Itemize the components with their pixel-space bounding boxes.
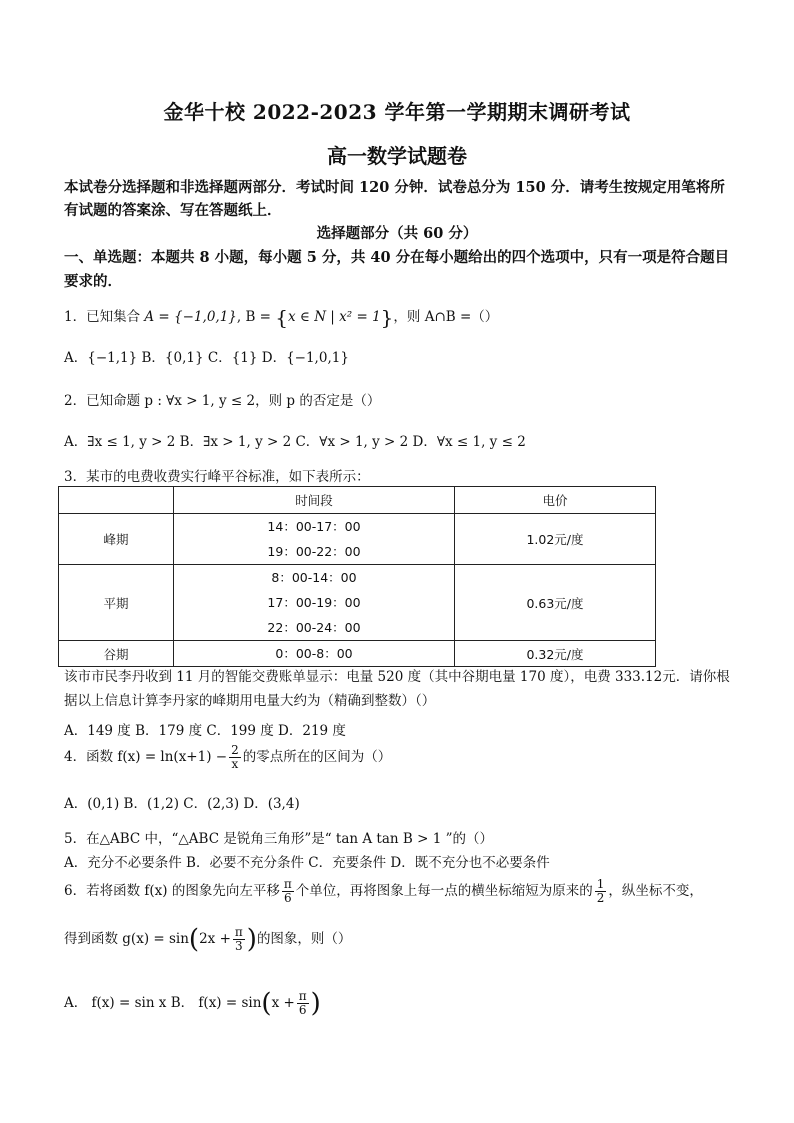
q6-g-inner: 2x + xyxy=(199,931,231,948)
fraction-numerator: π xyxy=(298,989,307,1003)
q1-prefix: 1．已知集合 xyxy=(64,309,145,325)
table-cell-period: 峰期 xyxy=(59,514,174,565)
table-header-row xyxy=(59,487,656,514)
right-brace: } xyxy=(380,305,394,330)
table-header-cell: 时间段 xyxy=(174,487,455,514)
q1-suffix: ，则 A∩B =（） xyxy=(393,309,499,325)
time-range: 17：00-19：00 xyxy=(267,595,361,610)
q4-prefix: 4．函数 f(x) = ln(x+1) − xyxy=(64,749,228,766)
table-header-cell xyxy=(59,487,174,514)
q6-part-b: 个单位，再将图象上每一点的横坐标缩短为原来的 xyxy=(295,883,593,900)
question-2-stem: 2．已知命题 p : ∀x > 1, y ≤ 2，则 p 的否定是（） xyxy=(64,393,381,409)
table-row xyxy=(59,565,656,641)
time-range: 14：00-17：00 xyxy=(267,519,361,534)
fraction xyxy=(297,990,309,1017)
question-6-stem xyxy=(64,878,754,905)
question-3-body: 该市市民李丹收到 11 月的智能交费账单显示：电量 520 度（其中谷期电量 170 度），电费 333.12元．请你根据以上信息计算李丹家的峰期用电量大约为（精确到整数）（） xyxy=(64,669,730,709)
q6-line2-prefix: 得到函数 g(x) = sin xyxy=(64,931,189,948)
fraction-denominator: x xyxy=(231,757,239,772)
fraction xyxy=(229,744,241,771)
question-3-options: A．149 度 B．179 度 C．199 度 D．219 度 xyxy=(64,723,346,739)
table-row xyxy=(59,514,656,565)
fraction xyxy=(282,878,294,905)
table-row xyxy=(59,641,656,667)
section-title: 选择题部分（共 60 分） xyxy=(316,225,478,242)
section-description: 一、单选题：本题共 8 小题，每小题 5 分，共 40 分在每小题给出的四个选项中，只有一项是符合题目要求的． xyxy=(64,249,730,290)
q6-line2-suffix: 的图象，则（） xyxy=(256,931,352,948)
table-cell-times xyxy=(174,514,455,565)
time-range: 8：00-14：00 xyxy=(271,570,357,585)
fraction-denominator: 3 xyxy=(235,939,243,954)
fraction-numerator: π xyxy=(234,925,243,939)
q6-option-inner: x + xyxy=(271,995,295,1012)
table-cell-price: 0.63元/度 xyxy=(455,565,656,641)
table-cell-price: 0.32元/度 xyxy=(455,641,656,667)
electricity-price-table xyxy=(58,486,656,667)
time-range: 22：00-24：00 xyxy=(267,620,361,635)
question-6-target-function xyxy=(64,926,351,953)
q1-set-a: A = {−1,0,1} xyxy=(144,309,237,325)
exam-subtitle: 高一数学试题卷 xyxy=(327,144,467,168)
q6-part-c: ，纵坐标不变， xyxy=(608,883,703,900)
question-4-stem xyxy=(64,744,391,771)
question-1-options: A．{−1,1} B．{0,1} C．{1} D．{−1,0,1} xyxy=(64,350,349,366)
table-cell-times xyxy=(174,641,455,667)
q6-option-a-b: A． f(x) = sin x B． f(x) = sin xyxy=(64,995,262,1012)
q4-suffix: 的零点所在的区间为（） xyxy=(242,749,392,766)
question-4-options: A．(0,1) B．(1,2) C．(2,3) D．(3,4) xyxy=(64,796,300,812)
right-paren: ) xyxy=(310,988,321,1019)
question-3-stem: 3．某市的电费收费实行峰平谷标准，如下表所示： xyxy=(64,469,370,485)
fraction xyxy=(233,926,245,953)
time-range: 19：00-22：00 xyxy=(267,544,361,559)
question-6-options xyxy=(64,990,321,1017)
fraction-denominator: 6 xyxy=(298,1003,307,1018)
question-2-options: A．∃x ≤ 1, y > 2 B．∃x > 1, y > 2 C．∀x > 1, y > 2 D．∀x ≤ 1, y ≤ 2 xyxy=(64,434,526,450)
q6-part-a: 6．若将函数 f(x) 的图象先向左平移 xyxy=(64,883,280,900)
left-paren: ( xyxy=(188,924,200,955)
time-range: 0：00-8：00 xyxy=(275,646,353,661)
fraction-numerator: 2 xyxy=(231,743,239,757)
table-cell-price: 1.02元/度 xyxy=(455,514,656,565)
exam-instructions: 本试卷分选择题和非选择题两部分．考试时间 120 分钟．试卷总分为 150 分．请考生按规定用笔将所有试题的答案涂、写在答题纸上． xyxy=(64,179,725,219)
table-cell-period: 谷期 xyxy=(59,641,174,667)
fraction-numerator: π xyxy=(283,877,292,891)
table-header-cell: 电价 xyxy=(455,487,656,514)
left-brace: { xyxy=(275,305,289,330)
fraction-denominator: 2 xyxy=(596,891,605,906)
question-1-stem xyxy=(64,305,498,330)
q1-set-b-prefix: , B = xyxy=(236,309,276,325)
table-cell-times xyxy=(174,565,455,641)
left-paren: ( xyxy=(261,988,272,1019)
fraction xyxy=(595,878,607,905)
fraction-denominator: 6 xyxy=(283,891,292,906)
table-cell-period: 平期 xyxy=(59,565,174,641)
question-5-options: A．充分不必要条件 B．必要不充分条件 C．充要条件 D．既不充分也不必要条件 xyxy=(64,855,550,871)
question-5-stem: 5．在△ABC 中，“△ABC 是锐角三角形”是“ tan A tan B > 1 ”的（） xyxy=(64,831,493,847)
fraction-numerator: 1 xyxy=(596,877,605,891)
q1-set-b: x ∈ N | x² = 1 xyxy=(288,309,381,325)
exam-title: 金华十校 2022-2023 学年第一学期期末调研考试 xyxy=(163,100,631,124)
right-paren: ) xyxy=(246,924,257,955)
